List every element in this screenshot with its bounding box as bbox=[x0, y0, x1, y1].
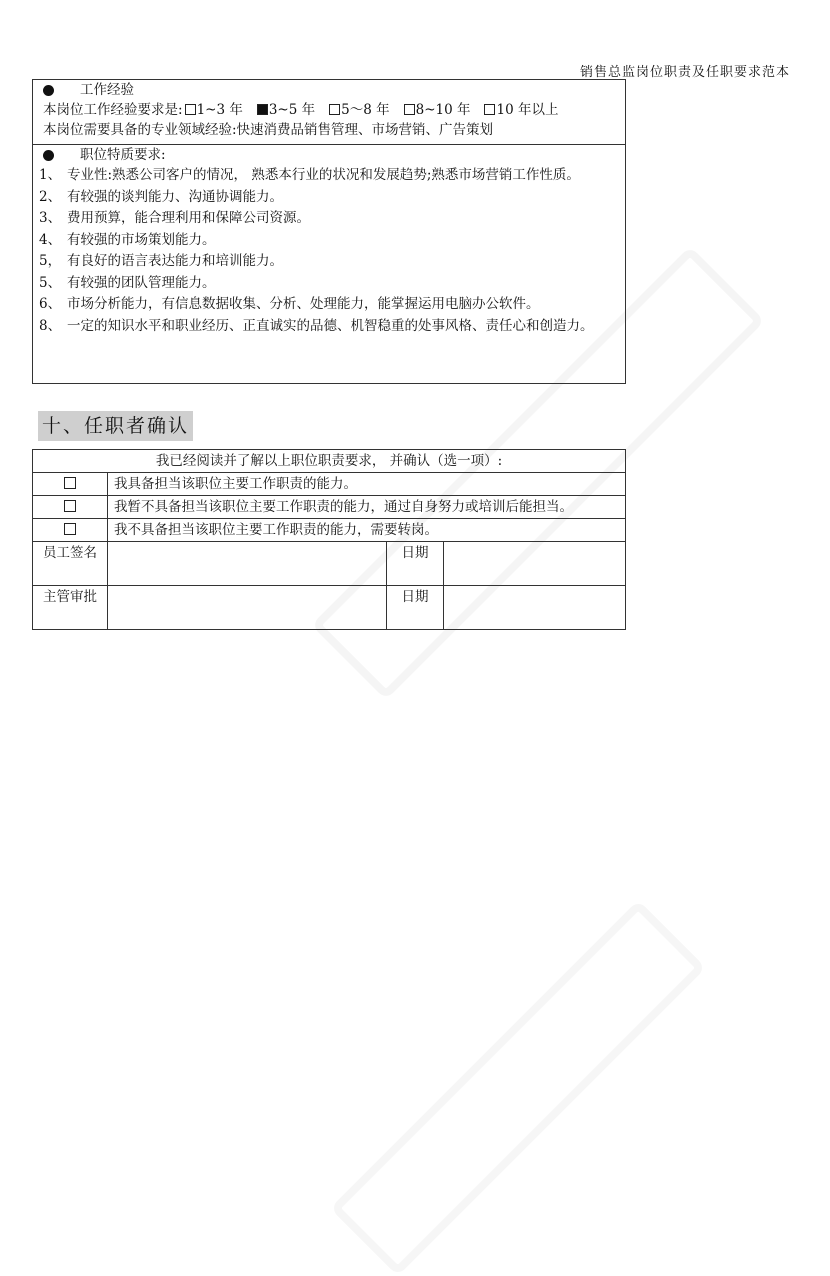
work-experience-heading: 工作经验 bbox=[43, 80, 625, 100]
experience-option[interactable]: 5～8 年 bbox=[327, 102, 389, 118]
supervisor-approval-label: 主管审批 bbox=[33, 586, 108, 630]
traits-heading: 职位特质要求: bbox=[39, 145, 625, 165]
list-item: 3、 费用预算，能合理利用和保障公司资源。 bbox=[39, 210, 310, 226]
option-text: 我暂不具备担当该职位主要工作职责的能力，通过自身努力或培训后能担当。 bbox=[108, 496, 626, 519]
supervisor-date-field[interactable] bbox=[444, 586, 626, 630]
work-experience-box bbox=[32, 79, 626, 145]
traits-box bbox=[32, 144, 626, 384]
checkbox-icon[interactable] bbox=[185, 104, 196, 115]
employee-date-field[interactable] bbox=[444, 542, 626, 586]
table-row bbox=[33, 473, 626, 496]
date-label: 日期 bbox=[387, 542, 444, 586]
checkbox-icon[interactable] bbox=[484, 104, 495, 115]
bullet-icon bbox=[43, 150, 54, 161]
date-label: 日期 bbox=[387, 586, 444, 630]
table-row bbox=[33, 496, 626, 519]
bullet-icon bbox=[43, 85, 54, 96]
option-checkbox-cell[interactable] bbox=[33, 473, 108, 496]
confirmation-header: 我已经阅读并了解以上职位职责要求， 并确认（选一项）: bbox=[33, 450, 626, 473]
list-item: 2、 有较强的谈判能力、沟通协调能力。 bbox=[39, 188, 283, 205]
table-row bbox=[33, 519, 626, 542]
table-row bbox=[33, 542, 626, 586]
checkbox-icon[interactable] bbox=[64, 477, 76, 489]
section-title: 十、任职者确认 bbox=[38, 411, 193, 441]
employee-sign-label: 员工签名 bbox=[33, 542, 108, 586]
watermark bbox=[330, 900, 706, 1276]
experience-option[interactable]: 10 年以上 bbox=[482, 102, 558, 118]
list-item: 6、 市场分析能力，有信息数据收集、分析、处理能力，能掌握运用电脑办公软件。 bbox=[39, 296, 540, 312]
document-title: 销售总监岗位职责及任职要求范本 bbox=[579, 65, 790, 80]
option-checkbox-cell[interactable] bbox=[33, 496, 108, 519]
list-item: 5、 有较强的团队管理能力。 bbox=[39, 274, 216, 291]
checkbox-checked-icon[interactable] bbox=[257, 104, 268, 115]
experience-option[interactable]: 1~3 年 bbox=[183, 102, 243, 118]
option-text: 我不具备担当该职位主要工作职责的能力，需要转岗。 bbox=[108, 519, 626, 542]
checkbox-icon[interactable] bbox=[329, 104, 340, 115]
experience-option[interactable]: 8~10 年 bbox=[402, 102, 471, 118]
list-item: 8、 一定的知识水平和职业经历、正直诚实的品德、机智稳重的处事风格、责任心和创造力。 bbox=[39, 317, 594, 334]
checkbox-icon[interactable] bbox=[64, 523, 76, 535]
checkbox-icon[interactable] bbox=[404, 104, 415, 115]
option-checkbox-cell[interactable] bbox=[33, 519, 108, 542]
domain-experience-line: 本岗位需要具备的专业领域经验:快速消费品销售管理、市场营销、广告策划 bbox=[43, 122, 494, 138]
list-item: 1、 专业性:熟悉公司客户的情况， 熟悉本行业的状况和发展趋势;熟悉市场营销工作性质。 bbox=[39, 167, 580, 183]
table-row bbox=[33, 586, 626, 630]
option-text: 我具备担当该职位主要工作职责的能力。 bbox=[108, 473, 626, 496]
list-item: 4、 有较强的市场策划能力。 bbox=[39, 231, 216, 248]
confirmation-table bbox=[32, 449, 626, 630]
supervisor-approval-field[interactable] bbox=[108, 586, 387, 630]
experience-years-row: 本岗位工作经验要求是: 1~3 年 3~5 年 5～8 年 8~10 年 10 年以上 bbox=[43, 102, 559, 118]
checkbox-icon[interactable] bbox=[64, 500, 76, 512]
list-item: 5， 有良好的语言表达能力和培训能力。 bbox=[39, 253, 283, 269]
experience-option[interactable]: 3~5 年 bbox=[255, 102, 315, 118]
employee-sign-field[interactable] bbox=[108, 542, 387, 586]
